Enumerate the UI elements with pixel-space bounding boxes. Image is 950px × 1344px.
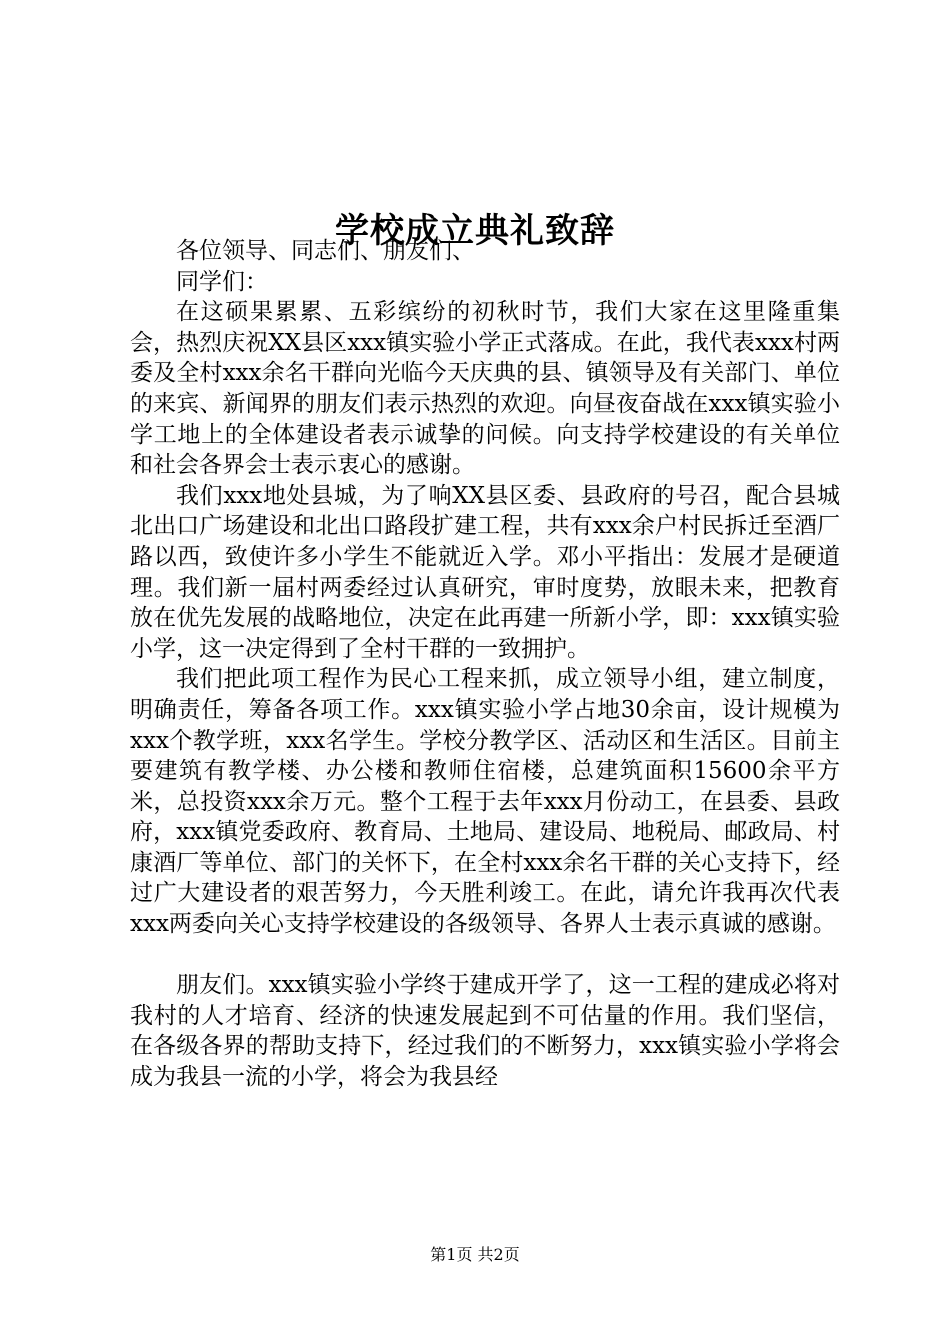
document-title: 学校成立典礼致辞 [335, 210, 615, 251]
document-body [130, 236, 840, 1093]
paragraph-background: 我们xxx地处县城，为了响XX县区委、县政府的号召，配合县城北出口广场建设和北出口路段扩建工程，共有xxx余户村民拆迁至酒厂路以西，致使许多小学生不能就近入学。邓小平指出：发展才是硬道理。我们新一届村两委经过认真研究，审时度势，放眼未来，把教育放在优先发展的战略地位，决定在此再建一所新小学，即：xxx镇实验小学，这一决定得到了全村干群的一致拥护。 [130, 482, 840, 662]
page-number-footer: 第1页 共2页 [430, 1245, 520, 1264]
salutation-line-2: 同学们： [176, 268, 268, 295]
paragraph-outlook: 朋友们。xxx镇实验小学终于建成开学了，这一工程的建成必将对我村的人才培育、经济的快速发展起到不可估量的作用。我们坚信，在各级各界的帮助支持下，经过我们的不断努力，xxx镇实验小学将会成为我县一流的小学，将会为我县经 [130, 972, 840, 1091]
paragraph-construction: 我们把此项工程作为民心工程来抓，成立领导小组，建立制度，明确责任，筹备各项工作。xxx镇实验小学占地30余亩，设计规模为xxx个教学班，xxx名学生。学校分教学区、活动区和生活区。目前主要建筑有教学楼、办公楼和教师住宿楼，总建筑面积15600余平方米，总投资xxx余万元。整个工程于去年xxx月份动工，在县委、县政府，xxx镇党委政府、教育局、土地局、建设局、地税局、邮政局、村康酒厂等单位、部门的关怀下，在全村xxx余名干群的关心支持下，经过广大建设者的艰苦努力，今天胜利竣工。在此，请允许我再次代表xxx两委向关心支持学校建设的各级领导、各界人士表示真诚的感谢。 [130, 666, 840, 938]
salutation-line-1: 各位领导、同志们、朋友们、 [176, 238, 475, 264]
paragraph-spacer [130, 940, 840, 971]
paragraph-opening: 在这硕果累累、五彩缤纷的初秋时节，我们大家在这里隆重集会，热烈庆祝XX县区xxx镇实验小学正式落成。在此，我代表xxx村两委及全村xxx余名干群向光临今天庆典的县、镇领导及有关部门、单位的来宾、新闻界的朋友们表示热烈的欢迎。向昼夜奋战在xxx镇实验小学工地上的全体建设者表示诚挚的问候。向支持学校建设的有关单位和社会各界会士表示衷心的感谢。 [130, 299, 840, 479]
